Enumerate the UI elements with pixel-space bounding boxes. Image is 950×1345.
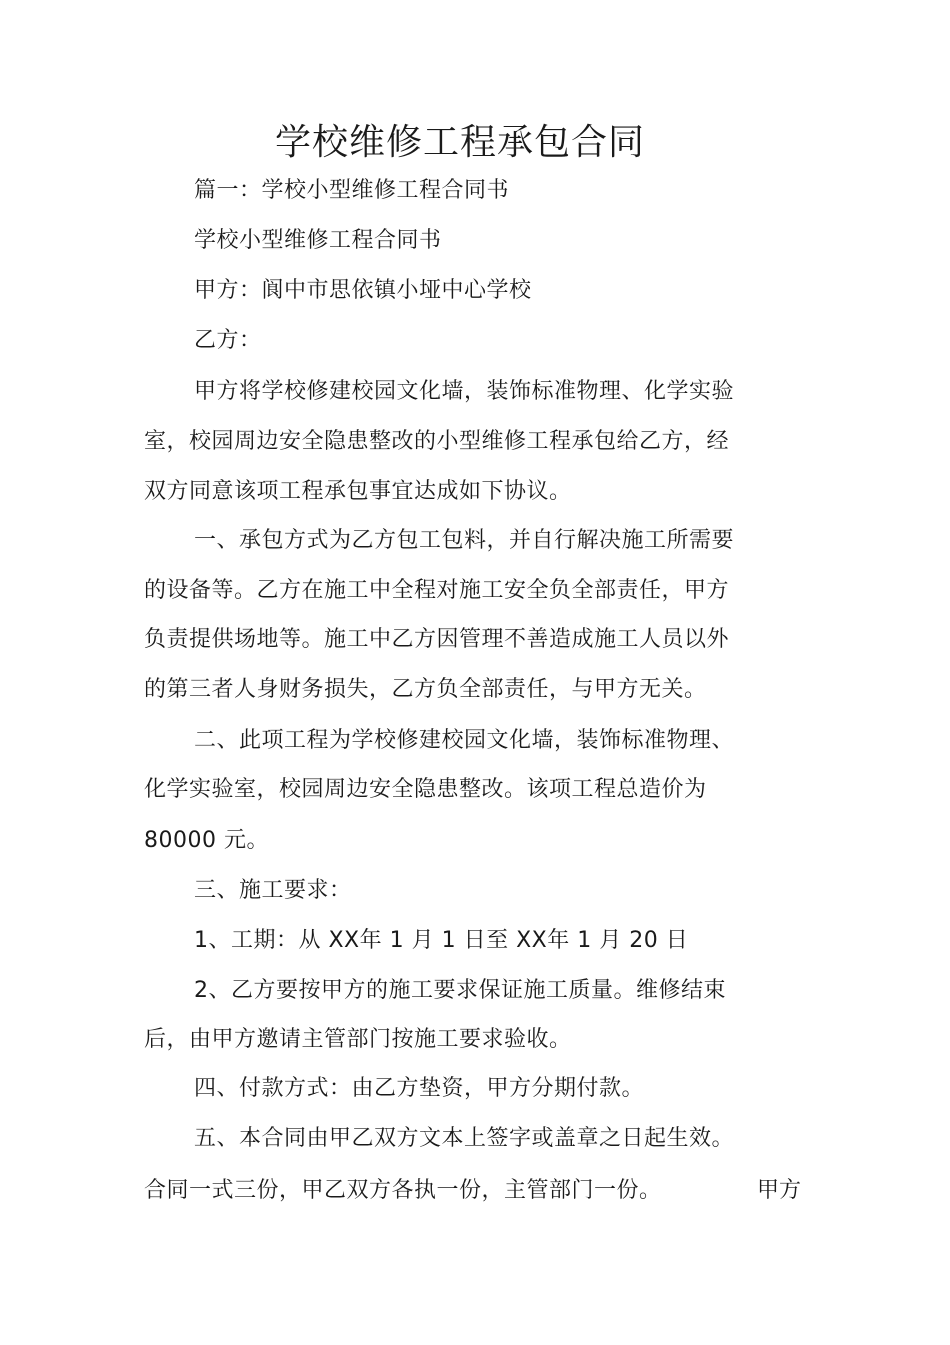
- clause-1-line: 的第三者人身财务损失，乙方负全部责任，与甲方无关。: [144, 677, 707, 702]
- clause-1-line: 的设备等。乙方在施工中全程对施工安全负全部责任，甲方: [144, 578, 730, 603]
- signature-label: 甲方: [757, 1178, 802, 1203]
- clause-3-heading: 三、施工要求：: [194, 878, 352, 903]
- section-heading: 篇一：学校小型维修工程合同书: [194, 178, 510, 203]
- paragraph-line: 双方同意该项工程承包事宜达成如下协议。: [144, 479, 572, 504]
- clause-2-line: 80000 元。: [144, 828, 269, 853]
- party-a-line: 甲方：阆中市思依镇小垭中心学校: [194, 278, 532, 303]
- clause-3-item-1: 1、工期：从 XX年 1 月 1 日至 XX年 1 月 20 日: [194, 928, 689, 953]
- clause-2-line: 二、此项工程为学校修建校园文化墙，装饰标准物理、: [194, 728, 735, 753]
- clause-3-item-2: 2、乙方要按甲方的施工要求保证施工质量。维修结束: [194, 978, 726, 1003]
- clause-1-line: 一、承包方式为乙方包工包料，并自行解决施工所需要: [194, 528, 735, 553]
- clause-3-item-2: 后，由甲方邀请主管部门按施工要求验收。: [144, 1027, 572, 1052]
- paragraph-line: 甲方将学校修建校园文化墙，装饰标准物理、化学实验: [194, 379, 735, 404]
- clause-1-line: 负责提供场地等。施工中乙方因管理不善造成施工人员以外: [144, 627, 730, 652]
- clause-5-line: 五、本合同由甲乙双方文本上签字或盖章之日起生效。: [194, 1126, 735, 1151]
- document-title: 学校维修工程承包合同: [274, 122, 645, 163]
- clause-4-line: 四、付款方式：由乙方垫资，甲方分期付款。: [194, 1076, 645, 1101]
- clause-5-line: 合同一式三份，甲乙双方各执一份，主管部门一份。: [144, 1178, 662, 1203]
- party-b-line: 乙方：: [194, 328, 262, 353]
- clause-2-line: 化学实验室，校园周边安全隐患整改。该项工程总造价为: [144, 777, 707, 802]
- paragraph-line: 室，校园周边安全隐患整改的小型维修工程承包给乙方，经: [144, 429, 730, 454]
- contract-name: 学校小型维修工程合同书: [194, 228, 442, 253]
